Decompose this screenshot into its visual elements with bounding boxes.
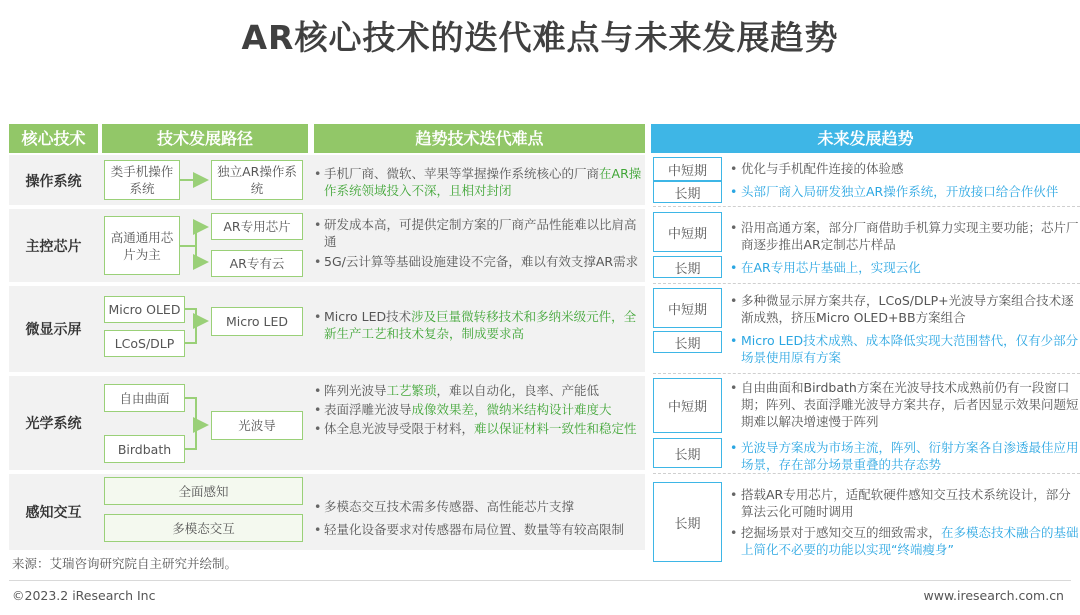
difficulty-display [314,308,644,345]
path-box-ar-cloud: AR专有云 [211,250,303,277]
row-separator [653,473,1080,474]
path-box-phone-os: 类手机操作系统 [104,160,180,200]
footer-divider [9,580,1071,581]
row-label-display: 微显示屏 [25,322,82,338]
path-box-freeform: 自由曲面 [104,384,185,412]
period-chip-long: 长期 [653,256,722,278]
row-separator [653,283,1080,284]
difficulty-item: • 表面浮雕光波导成像效果差，微纳米结构设计难度大 [314,401,644,418]
period-os-long: 长期 [653,181,722,203]
path-box-qualcomm-chip: 高通通用芯片为主 [104,216,180,275]
path-box-full-perception: 全面感知 [104,477,303,505]
trend-interaction-long: • 搭载AR专用芯片，适配软硬件感知交互技术系统设计，部分算法云化可随时调用 • 挖掘场景对于感知交互的细致需求，在多模态技术融合的基础上简化不必要的功能以实现“终端瘦身” [729,486,1079,558]
difficulty-chip [314,216,644,273]
trend-chip-long: • 在AR专用芯片基础上，实现云化 [729,259,1079,276]
period-os-short: 中短期 [653,157,722,181]
path-box-multimodal: 多模态交互 [104,514,303,542]
row-label-optics: 光学系统 [25,416,82,432]
path-box-micro-led: Micro LED [211,307,303,336]
difficulty-optics [314,382,644,440]
source-note: 来源：艾瑞咨询研究院自主研究并绘制。 [12,556,238,571]
period-display-long: 长期 [653,331,722,353]
difficulty-item: • 轻量化设备要求对传感器布局位置、数量等有较高限制 [314,521,644,538]
difficulty-item: • Micro LED技术涉及巨量微转移技术和多纳米级元件，全新生产工艺和技术复杂，制成要求高 [314,308,644,342]
trend-os-long: • 头部厂商入局研发独立AR操作系统，开放接口给合作伙伴 [729,183,1079,200]
path-box-micro-oled: Micro OLED [104,296,185,323]
period-optics-short: 中短期 [653,378,722,433]
row-label-chip: 主控芯片 [25,239,82,255]
path-box-standalone-ar-os: 独立AR操作系统 [211,160,303,200]
header-tech-path: 技术发展路径 [102,124,308,153]
footer-copyright: ©2023.2 iResearch Inc [12,588,156,603]
difficulty-item: • 多模态交互技术需多传感器、高性能芯片支撑 [314,498,644,515]
footer-website[interactable]: www.iresearch.com.cn [923,588,1064,603]
trend-optics-long: • 光波导方案成为市场主流，阵列、衍射方案各自渗透最佳应用场景，存在部分场景重叠的共存态势 [729,439,1079,473]
header-core-tech: 核心技术 [9,124,98,153]
row-label-os: 操作系统 [25,174,82,190]
difficulty-item: • 5G/云计算等基础设施建设不完备，难以有效支撑AR需求 [314,253,644,270]
page-title: AR核心技术的迭代难点与未来发展趋势 [241,18,839,57]
trend-display-long: • Micro LED技术成熟、成本降低实现大范围替代，仅有少部分场景使用原有方案 [729,332,1079,366]
difficulty-item: • 体全息光波导受限于材料，难以保证材料一致性和稳定性 [314,420,644,437]
period-interaction-long: 长期 [653,482,722,562]
header-difficulty: 趋势技术迭代难点 [314,124,645,153]
trend-optics-short: • 自由曲面和Birdbath方案在光波导技术成熟前仍有一段窗口期；阵列、表面浮雕光波导方案共存，后者因显示效果问题短期难以解决增速慢于阵列 [729,379,1079,430]
difficulty-os [314,165,644,202]
trend-chip-short: • 沿用高通方案，部分厂商借助手机算力实现主要功能；芯片厂商逐步推出AR定制芯片样品 [729,219,1079,253]
trend-display-short: • 多种微显示屏方案共存，LCoS/DLP+光波导方案组合技术逐渐成熟，挤压Micro OLED+BB方案组合 [729,292,1079,326]
path-box-ar-chip: AR专用芯片 [211,213,303,240]
path-box-waveguide: 光波导 [211,411,303,440]
period-optics-long: 长期 [653,438,722,468]
trend-os-short: • 优化与手机配件连接的体验感 [729,160,1079,177]
difficulty-interaction [314,498,644,541]
row-separator [653,373,1080,374]
period-chip-short: 中短期 [653,212,722,252]
path-box-birdbath: Birdbath [104,435,185,463]
header-future-trend: 未来发展趋势 [651,124,1080,153]
difficulty-item: • 阵列光波导工艺繁琐，难以自动化，良率、产能低 [314,382,644,399]
difficulty-item: • 研发成本高，可提供定制方案的厂商产品性能难以比肩高通 [314,216,644,250]
path-box-lcos-dlp: LCoS/DLP [104,330,185,357]
difficulty-item: • 手机厂商、微软、苹果等掌握操作系统核心的厂商在AR操作系统领域投入不深，且相对封闭 [314,165,644,199]
period-display-short: 中短期 [653,288,722,328]
row-separator [653,206,1080,207]
row-label-interaction: 感知交互 [25,505,82,521]
